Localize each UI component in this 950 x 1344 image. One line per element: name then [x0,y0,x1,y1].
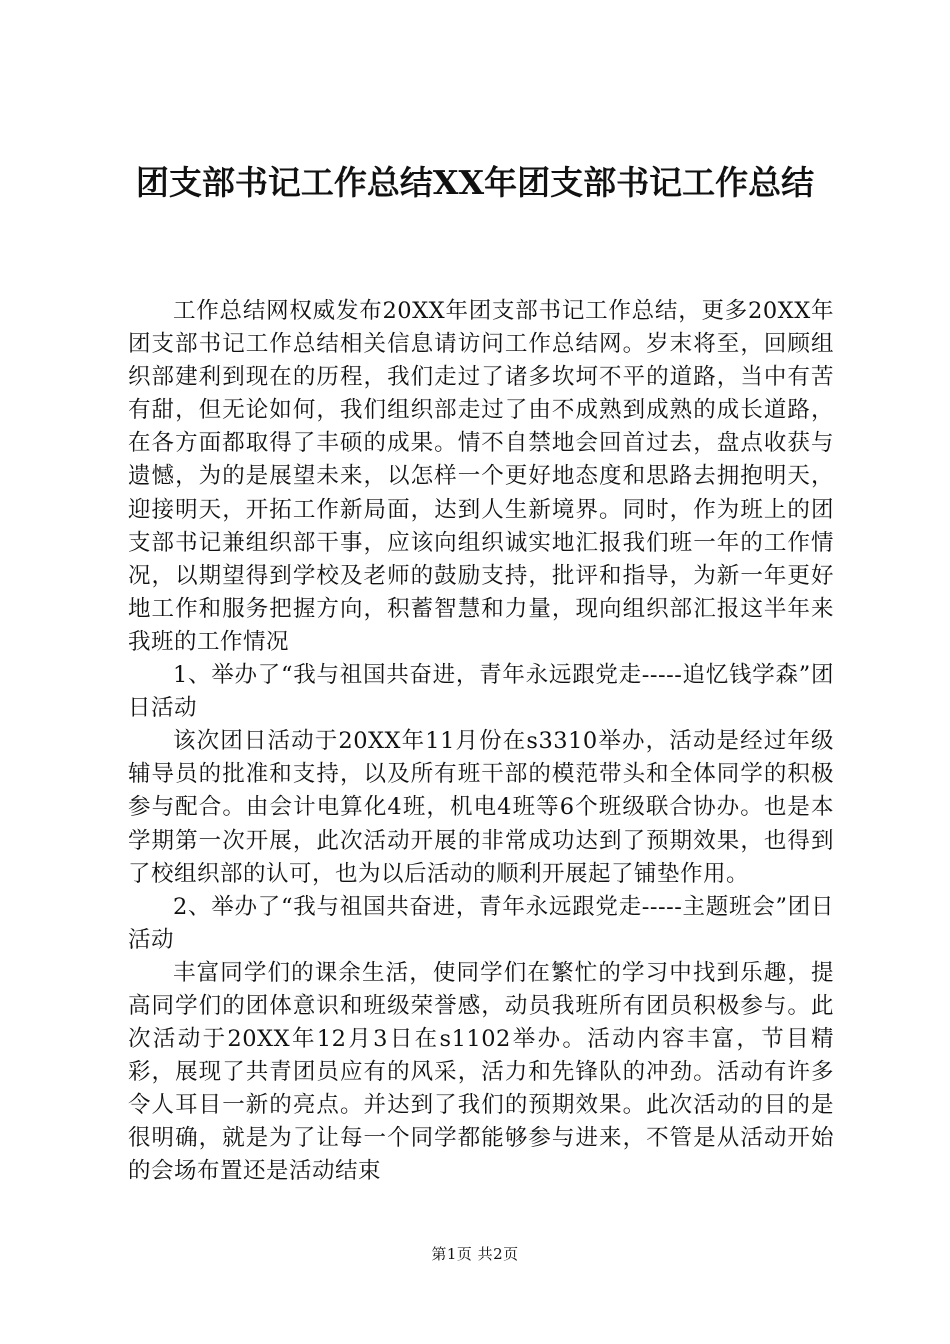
section-heading-2: 2、举办了“我与祖国共奋进，青年永远跟党走-----主题班会”团日活动 [128,893,834,953]
section-paragraph-1: 该次团日活动于20XX年11月份在s3310举办，活动是经过年级辅导员的批准和支持，以及所有班干部的模范带头和全体同学的积极参与配合。由会计电算化4班，机电4班等6个班级联合协办。也是本学期第一次开展，此次活动开展的非常成功达到了预期效果，也得到了校组织部的认可，也为以后活动的顺利开展起了铺垫作用。 [128,728,834,887]
page-number-footer: 第1页 共2页 [431,1245,519,1263]
document-title: 团支部书记工作总结XX年团支部书记工作总结 [135,163,815,202]
document-body [128,295,834,1189]
section-paragraph-2: 丰富同学们的课余生活，使同学们在繁忙的学习中找到乐趣，提高同学们的团体意识和班级荣誉感，动员我班所有团员积极参与。此次活动于20XX年12月3日在s1102举办。活动内容丰富，节目精彩，展现了共青团员应有的风采，活力和先锋队的冲劲。活动有许多令人耳目一新的亮点。并达到了我们的预期效果。此次活动的目的是很明确，就是为了让每一个同学都能够参与进来，不管是从活动开始的会场布置还是活动结束 [128,959,834,1185]
section-heading-1: 1、举办了“我与祖国共奋进，青年永远跟党走-----追忆钱学森”团日活动 [128,662,834,722]
intro-paragraph: 工作总结网权威发布20XX年团支部书记工作总结，更多20XX年团支部书记工作总结相关信息请访问工作总结网。岁末将至，回顾组织部建利到现在的历程，我们走过了诸多坎坷不平的道路，当中有苦有甜，但无论如何，我们组织部走过了由不成熟到成熟的成长道路，在各方面都取得了丰硕的成果。情不自禁地会回首过去，盘点收获与遗憾，为的是展望未来，以怎样一个更好地态度和思路去拥抱明天，迎接明天，开拓工作新局面，达到人生新境界。同时，作为班上的团支部书记兼组织部干事，应该向组织诚实地汇报我们班一年的工作情况，以期望得到学校及老师的鼓励支持，批评和指导，为新一年更好地工作和服务把握方向，积蓄智慧和力量，现向组织部汇报这半年来我班的工作情况 [128,298,834,655]
